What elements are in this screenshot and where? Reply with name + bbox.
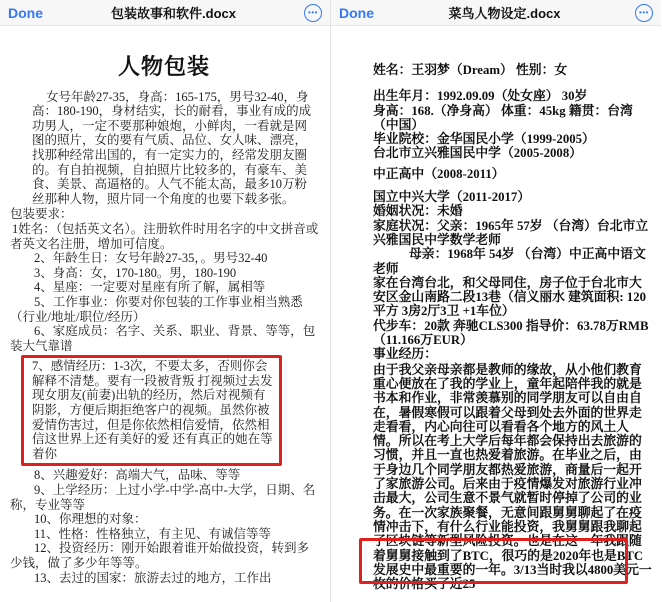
right-panel-header [331, 0, 661, 26]
list-item: 4、星座：一定要对星座有所了解，属相等 [34, 280, 266, 295]
profile-line: 出生年月：1992.09.09（处女座） 30岁 [373, 89, 588, 104]
career-text-in-red-box: 跟我聊起了区块链等新型风险投资。也是在这一年我跟随着舅舅接触到了BTC，很巧的是2020年也是BTC发展史中最重要的一年。 [373, 519, 644, 577]
ellipsis-circle-icon[interactable]: ••• [304, 4, 322, 22]
list-item-highlighted-red-box: 7、感情经历：1-3次，不要太多，否则你会解释不清楚。要有一段被背叛 打视频过去发现女朋友(前妻)出轨的经历，然后对视频有阴影，方便后期拒绝客户的视频。虽然你被爱情伤害过，但是你依然相信爱情，依然相信这世界上还有美好的爱 还有真正的她在等着你 [21, 355, 282, 466]
list-item: 11、性格：性格独立，有主见、有诚信等等 [34, 526, 272, 541]
left-doc-title: 包装故事和软件.docx [111, 6, 236, 21]
career-text-after: 3/13当时我以4800美元一枚的价格买了近25 [373, 562, 652, 592]
profile-line: 台北市立兴雅国民中学（2005-2008） [373, 146, 583, 161]
list-item: 13、去过的国家：旅游去过的地方，工作出 [34, 570, 272, 585]
done-button-left[interactable]: Done [8, 4, 43, 21]
profile-line: 国立中兴大学（2011-2017） [373, 190, 531, 205]
profile-line: 母亲：1968年 54岁 （台湾）中正高中语文老师 [373, 247, 646, 276]
left-doc-page [0, 54, 330, 585]
list-item: 9、上学经历：上过小学-中学-高中-大学，日期、名称，专业等等 [10, 483, 316, 512]
right-doc-title: 菜鸟人物设定.docx [448, 6, 561, 21]
list-item: 10、你理想的对象： [34, 512, 147, 527]
profile-line: 代步车：20款 奔驰CLS300 指导价：63.78万RMB（11.166万EUR） [373, 318, 649, 348]
list-item: 2、年龄生日：女号年龄27-35，。男号32-40 [34, 251, 268, 266]
left-panel-header [0, 0, 330, 26]
list-item: 12、投资经历：刚开始跟着谁开始做投资，转到多少钱，做了多少年等等。 [10, 541, 310, 570]
right-doc-page [331, 26, 661, 591]
left-doc-heading: 人物包装 [117, 54, 210, 79]
right-document-panel [331, 0, 661, 602]
left-doc-intro-paragraph: 女号年龄27-35，身高：165-175，男号32-40，身高：180-190，身材结实，长的耐看，事业有成的成功男人，一定不要那种娘炮，小鲜肉，一看就是网图的照片，女的要有气质、品位、女人味、漂亮，找那种经常出国的，有一定实力的，经常发朋友圈的。有自拍视频，自拍照片比较多的，有豪车、美食、美景、高逼格的。人气不能太高，最多10万粉丝那种人物，照片同一个角度的也要下载多张。 [32, 89, 312, 206]
profile-line: 婚姻状况：未婚 [373, 204, 463, 219]
list-item: 3、身高：女，170-180。男，180-190 [34, 265, 237, 280]
career-paragraph [373, 363, 653, 592]
profile-line: 姓名：王羽梦（Dream） 性别：女 [373, 63, 568, 77]
list-item: 8、兴趣爱好：高端大气，品味、等等 [34, 468, 241, 483]
list-item: 6、家庭成员：名字、关系、职业、背景、等等，包装大气靠谱 [10, 324, 316, 353]
done-button-right[interactable]: Done [339, 4, 374, 21]
profile-line: 家在台湾台北，和父母同住，房子位于台北市大安区金山南路二段13巷（信义丽水 建筑面积: 120平方 3房2厅3卫 +1车位） [373, 275, 646, 319]
profile-line: 身高：168.（净身高） 体重：45kg 籍贯：台湾（中国） [373, 103, 633, 132]
list-item: 1姓名：（包括英文名）。注册软件时用名字的中文拼音或者英文名注册，增加可信度。 [10, 221, 319, 251]
profile-line: 家庭状况：父亲：1965年 57岁 （台湾）台北市立兴雅国民中学数学老师 [373, 218, 649, 247]
list-item: 5、工作事业：你要对你包装的工作事业相当熟悉（行业/地址/职位/经历） [10, 294, 303, 324]
career-heading: 事业经历： [373, 347, 437, 362]
ellipsis-circle-icon[interactable]: ••• [635, 4, 653, 22]
profile-line: 中正高中（2008-2011） [373, 166, 505, 181]
profile-line: 毕业院校：金华国民小学（1999-2005） [373, 132, 595, 147]
left-doc-section-heading: 包装要求： [10, 207, 73, 222]
career-text-before: 由于我父亲母亲都是教师的缘故，从小他们教育重心便放在了我的学业上，童年起陪伴我的就是书本和作业，非常羡慕别的同学朋友可以自由自在，暑假寒假可以跟着父母到处去外面的世界走走看看，内心向往可以看看各个地方的风土人情。所以在考上大学后每年都会保持出去旅游的习惯，并且一直也热爱着旅游。在毕业之后，由于身边几个同学朋友都热爱旅游，商量后一起开了家旅游公司。后来由于疫情爆发对旅游行业冲击最大，公司生意不景气就暂时停掉了公司的业务。在一次家族聚餐，无意间跟舅舅聊起了在疫情冲击下，有什么行业能投资，我舅舅 [373, 362, 642, 534]
